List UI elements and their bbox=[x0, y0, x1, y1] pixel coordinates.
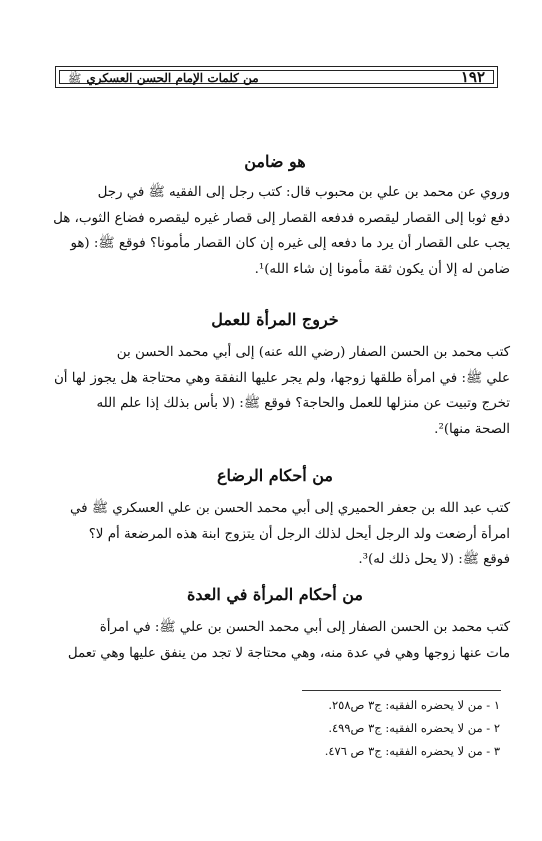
section-body-nursing bbox=[40, 496, 510, 573]
section-body-waiting-period bbox=[40, 615, 510, 666]
honorific-seal-icon: ﷺ bbox=[68, 71, 82, 85]
body-line: وروي عن محمد بن علي بن محبوب قال: كتب رجل إلى الفقيه ﷺ في رجل bbox=[97, 185, 510, 200]
footnote-3: ٣ - من لا يحضره الفقيه: ج٣ ص ٤٧٦. bbox=[324, 744, 500, 758]
body-line: كتب محمد بن الحسن الصفار إلى أبي محمد الحسن بن علي ﷺ: في امرأة bbox=[99, 620, 510, 635]
body-line: علي ﷺ: في امرأة طلقها زوجها، ولم يجر عليها النفقة وهي محتاجة هل يجوز لها أن bbox=[53, 370, 510, 386]
body-line: الصحة منها)². bbox=[434, 421, 510, 437]
running-header-frame bbox=[59, 70, 494, 84]
section-body-woman-work bbox=[40, 340, 510, 442]
body-line: يجب على القصار أن يرد ما دفعه إلى غيره إن كان القصار مأمونا؟ فوقع ﷺ: (هو bbox=[70, 236, 510, 251]
body-line: فوقع ﷺ: (لا يحل ذلك له)³. bbox=[358, 552, 510, 567]
section-heading-nursing: من أحكام الرضاع bbox=[217, 466, 333, 485]
footnote-2: ٢ - من لا يحضره الفقيه: ج٣ ص٤٩٩. bbox=[328, 721, 500, 735]
body-line: امرأة أرضعت ولد الرجل أيحل لذلك الرجل أن يتزوج ابنة هذه المرضعة أم لا؟ bbox=[88, 526, 510, 542]
section-body-guarantor bbox=[40, 180, 510, 282]
section-heading-guarantor: هو ضامن bbox=[244, 152, 306, 171]
footnote-separator bbox=[302, 690, 501, 691]
body-line: تخرج وتبيت عن منزلها للعمل والحاجة؟ فوقع ﷺ: (لا بأس بذلك إذا علم الله bbox=[96, 396, 510, 411]
section-heading-waiting-period: من أحكام المرأة في العدة bbox=[186, 585, 363, 604]
body-line: كتب محمد بن الحسن الصفار (رضي الله عنه) إلى أبي محمد الحسن بن bbox=[116, 345, 510, 360]
section-heading-woman-work: خروج المرأة للعمل bbox=[211, 310, 339, 329]
running-title: من كلمات الإمام الحسن العسكري bbox=[86, 70, 259, 85]
page-number: ١٩٢ bbox=[460, 68, 485, 86]
body-line: ضامن له إلا أن يكون ثقة مأمونا إن شاء الله)¹. bbox=[254, 261, 510, 277]
body-line: دفع ثوبا إلى القصار ليقصره فدفعه القصار إلى قصار غيره ليقصره فضاع الثوب، هل bbox=[53, 210, 510, 226]
body-line: كتب عبد الله بن جعفر الحميري إلى أبي محمد الحسن بن علي العسكري ﷺ في bbox=[70, 501, 510, 516]
running-title-group bbox=[68, 67, 259, 88]
body-line: مات عنها زوجها وهي في عدة منه، وهي محتاجة لا تجد من ينفق عليها وهي تعمل bbox=[67, 645, 510, 661]
running-header bbox=[55, 66, 498, 88]
footnote-1: ١ - من لا يحضره الفقيه: ج٣ ص٢٥٨. bbox=[328, 698, 500, 712]
